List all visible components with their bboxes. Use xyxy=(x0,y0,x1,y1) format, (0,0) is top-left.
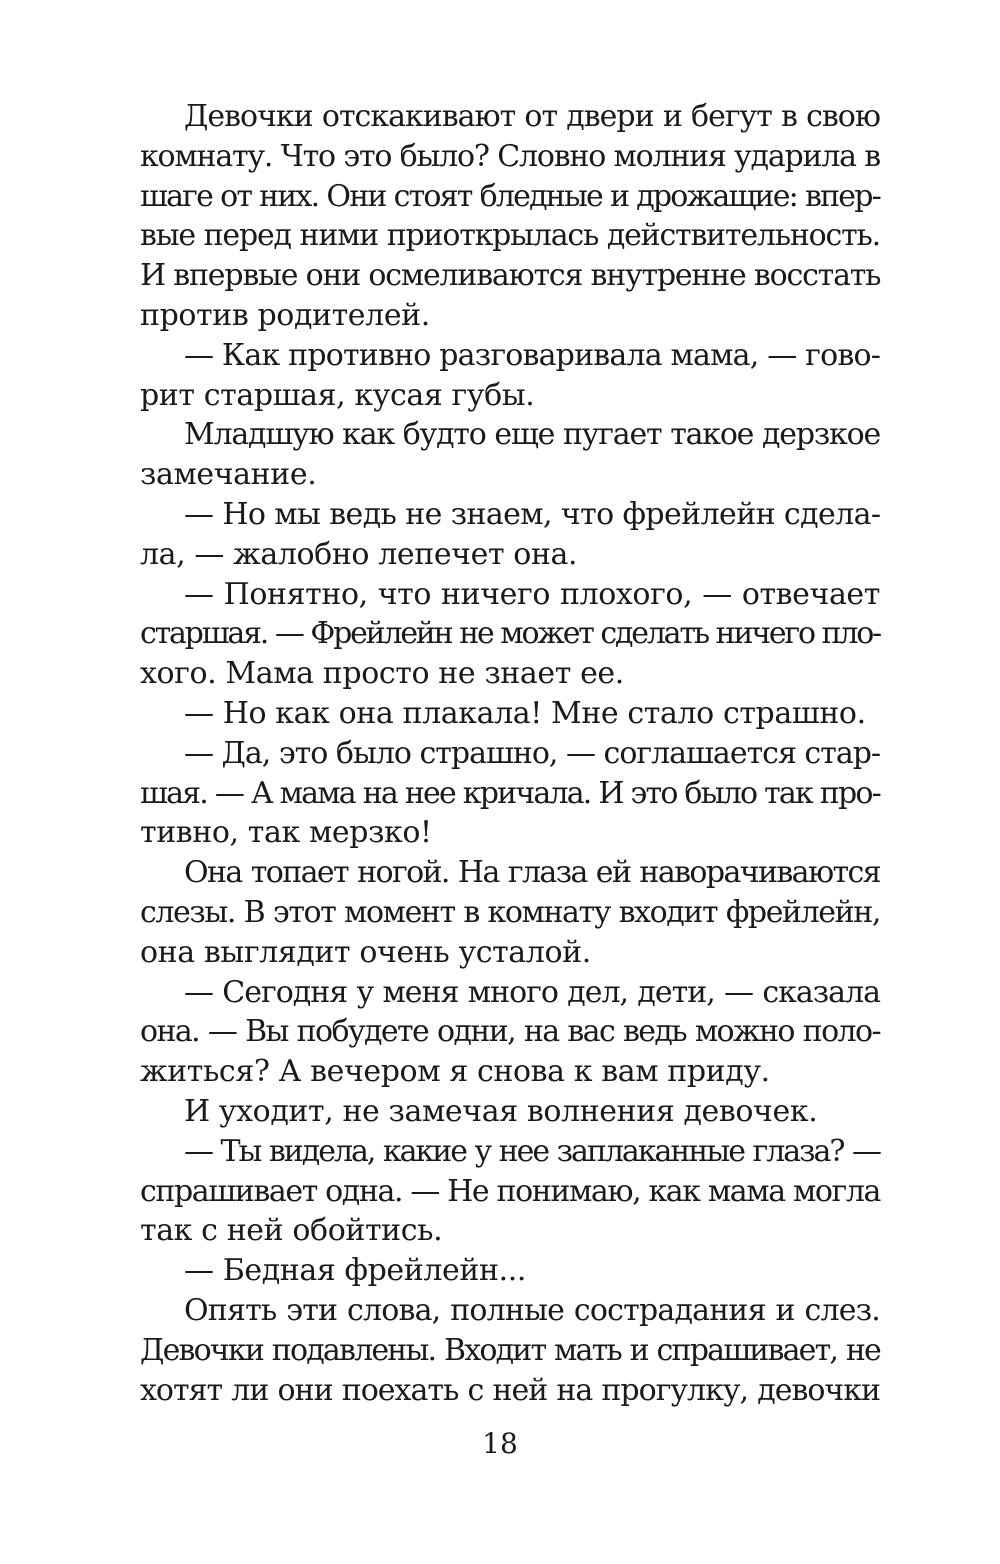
text-line: замечание. xyxy=(140,457,317,493)
text-line: старшая. — Фрейлейн не может сделать ничего пло- xyxy=(140,616,880,652)
body-text xyxy=(140,97,880,1410)
text-line: Девочки отскакивают от двери и бегут в свою xyxy=(184,99,880,134)
text-line: ла, — жалобно лепечет она. xyxy=(140,536,578,572)
text-line: она. — Вы побудете одни, на вас ведь можно поло- xyxy=(140,1014,880,1050)
text-line: — Ты видела, какие у нее заплаканные глаза? — xyxy=(184,1133,880,1169)
text-line: она выглядит очень усталой. xyxy=(140,934,591,970)
text-line: Она топает ногой. На глаза ей наворачиваются xyxy=(184,855,880,891)
text-line: — Да, это было страшно, — соглашается стар- xyxy=(184,735,881,771)
text-line: шаге от них. Они стоят бледные и дрожащие: впер- xyxy=(140,178,880,214)
text-line: И уходит, не замечая волнения девочек. xyxy=(184,1093,818,1129)
text-line: — Но как она плакала! Мне стало страшно. xyxy=(184,695,866,731)
text-line: — Но мы ведь не знаем, что фрейлейн сдела- xyxy=(184,496,881,532)
text-line: — Бедная фрейлейн... xyxy=(184,1253,526,1289)
text-line: тивно, так мерзко! xyxy=(140,815,432,851)
text-line: И впервые они осмеливаются внутренне восстать xyxy=(140,258,881,294)
text-line: рит старшая, кусая губы. xyxy=(140,377,535,413)
text-line: шая. — А мама на нее кричала. И это было так про- xyxy=(140,775,880,811)
text-line: слезы. В этот момент в комнату входит фрейлейн, xyxy=(140,894,880,930)
text-line: — Сегодня у меня много дел, дети, — сказала xyxy=(184,974,880,1010)
text-line: комнату. Что это было? Словно молния ударила в xyxy=(140,138,880,174)
text-line: против родителей. xyxy=(140,297,430,333)
text-line: вые перед ними приоткрылась действительность. xyxy=(140,218,880,254)
text-line: Опять эти слова, полные сострадания и слез. xyxy=(184,1292,880,1328)
text-line: спрашивает одна. — Не понимаю, как мама могла xyxy=(140,1173,880,1209)
text-line: — Как противно разговаривала мама, — гово- xyxy=(184,337,881,373)
text-line: хотят ли они поехать с ней на прогулку, девочки xyxy=(140,1372,880,1408)
text-line: житься? А вечером я снова к вам приду. xyxy=(140,1054,770,1090)
text-line: — Понятно, что ничего плохого, — отвечает xyxy=(184,576,880,612)
text-line: Девочки подавлены. Входит мать и спрашивает, не xyxy=(140,1332,880,1368)
text-line: Младшую как будто еще пугает такое дерзкое xyxy=(184,417,880,453)
text-line: хого. Мама просто не знает ее. xyxy=(140,656,624,692)
text-line: так с ней обойтись. xyxy=(140,1213,443,1249)
page-number: 18 xyxy=(482,1427,518,1460)
